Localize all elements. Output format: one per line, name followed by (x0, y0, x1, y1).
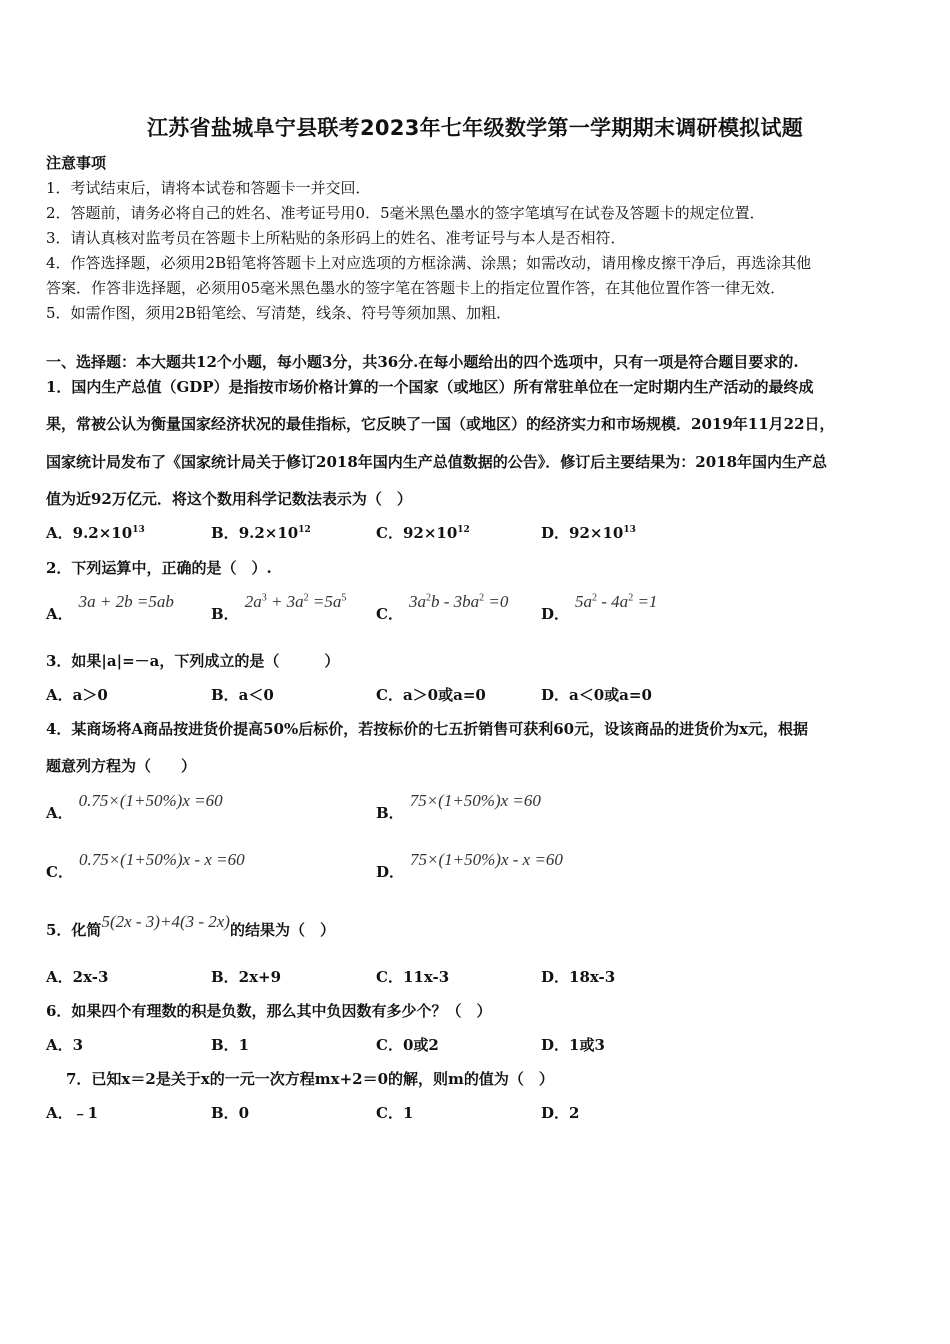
q2-option-b[interactable]: B．$2a^3 + 3a^2 =5a^5$ (211, 592, 347, 623)
q1-line-1: 1．国内生产总值（GDP）是指按市场价格计算的一个国家（或地区）所有常驻单位在一定时期内生产活动的最终成 (46, 378, 814, 396)
q6-option-a[interactable]: A．3 (46, 1036, 84, 1054)
q2-formula-a: 3a + 2b =5ab (78, 592, 174, 611)
q7-option-c[interactable]: C．1 (376, 1104, 414, 1122)
notice-item-3: 3．请认真核对监考员在答题卡上所粘贴的条形码上的姓名、准考证号与本人是否相符． (46, 229, 626, 247)
q4-formula-d: 75×(1+50%)x - x =60 (410, 850, 563, 869)
q6-option-d[interactable]: D．1或3 (541, 1036, 605, 1054)
notice-heading: 注意事项 (46, 154, 107, 172)
q7-option-a[interactable]: A．﹣1 (46, 1104, 99, 1122)
q2-formula-b: $2a^3 + 3a^2 =5a^5$ (244, 592, 347, 611)
q4-line-1: 4．某商场将A商品按进货价提高50%后标价，若按标价的七五折销售可获利60元，设该商品的进货价为x元，根据 (46, 720, 809, 738)
q4-option-d[interactable]: D．75×(1+50%)x - x =60 (376, 850, 563, 881)
q6-option-b[interactable]: B．1 (211, 1036, 250, 1054)
q3-option-d[interactable]: D．a＜0或a=0 (541, 686, 652, 704)
q3-option-c[interactable]: C．a＞0或a=0 (376, 686, 486, 704)
q4-formula-a: 0.75×(1+50%)x =60 (78, 791, 223, 810)
q5-formula: 5(2x - 3)+4(3 - 2x) (101, 912, 230, 931)
q2-stem: 2．下列运算中，正确的是（ ）. (46, 559, 272, 577)
q4-formula-c: 0.75×(1+50%)x - x =60 (78, 850, 245, 869)
q4-line-2: 题意列方程为（ ） (46, 757, 197, 775)
notice-item-4-cont: 答案．作答非选择题，必须用05毫米黑色墨水的签字笔在答题卡上的指定位置作答，在其他位置作答一律无效． (46, 279, 786, 297)
notice-item-5: 5．如需作图，须用2B铅笔绘、写清楚，线条、符号等须加黑、加粗． (46, 304, 512, 322)
q1-option-c[interactable]: C．$92\times 10^{12}$ (376, 524, 470, 542)
q7-option-b[interactable]: B．0 (211, 1104, 250, 1122)
q4-formula-b: 75×(1+50%)x =60 (409, 791, 541, 810)
notice-item-2: 2．答题前，请务必将自己的姓名、准考证号用0．5毫米黑色墨水的签字笔填写在试卷及答题卡的规定位置． (46, 204, 765, 222)
q7-option-d[interactable]: D．2 (541, 1104, 580, 1122)
q2-option-a[interactable]: A．3a + 2b =5ab (46, 592, 174, 623)
q1-line-3: 国家统计局发布了《国家统计局关于修订2018年国内生产总值数据的公告》．修订后主要结果为：2018年国内生产总 (46, 453, 828, 471)
notice-item-1: 1．考试结束后，请将本试卷和答题卡一并交回． (46, 179, 371, 197)
q4-options-row-1 (46, 791, 910, 828)
q7-stem: 7．已知x＝2是关于x的一元一次方程mx+2＝0的解，则m的值为（ ） (66, 1070, 554, 1088)
q2-formula-c: $3a^2b - 3ba^2 =0$ (408, 592, 509, 611)
q6-option-c[interactable]: C．0或2 (376, 1036, 439, 1054)
q2-option-d[interactable]: D．$5a^2 - 4a^2 =1$ (541, 592, 658, 623)
q3-option-a[interactable]: A．a＞0 (46, 686, 108, 704)
q5-stem: 5．化简5(2x - 3)+4(3 - 2x)的结果为（ ） (46, 912, 335, 939)
q7-options (46, 1102, 910, 1128)
exam-title: 江苏省盐城阜宁县联考2023年七年级数学第一学期期末调研模拟试题 (146, 116, 804, 140)
q2-option-c[interactable]: C．$3a^2b - 3ba^2 =0$ (376, 592, 509, 623)
notice-item-4: 4．作答选择题，必须用2B铅笔将答题卡上对应选项的方框涂满、涂黑；如需改动，请用橡皮擦干净后，再选涂其他 (46, 254, 812, 272)
q1-line-4: 值为近92万亿元．将这个数用科学记数法表示为（ ） (46, 490, 412, 508)
q5-option-d[interactable]: D．18x-3 (541, 968, 616, 986)
q4-option-b[interactable]: B．75×(1+50%)x =60 (376, 791, 541, 822)
q1-line-2: 果，常被公认为衡量国家经济状况的最佳指标，它反映了一国（或地区）的经济实力和市场规模．2019年11月22日， (46, 415, 835, 433)
q1-option-b[interactable]: B．$9.2\times 10^{12}$ (211, 524, 311, 542)
q5-options (46, 966, 910, 992)
q4-option-c[interactable]: C．0.75×(1+50%)x - x =60 (46, 850, 245, 881)
q1-options (46, 522, 910, 548)
q6-stem: 6．如果四个有理数的积是负数，那么其中负因数有多少个？（ ） (46, 1002, 492, 1020)
section-heading: 一、选择题：本大题共12个小题，每小题3分，共36分.在每小题给出的四个选项中，只有一项是符合题目要求的. (46, 353, 799, 371)
q1-option-a[interactable]: A．$9.2\times 10^{13}$ (46, 524, 145, 542)
q4-options-row-2 (46, 850, 910, 887)
q5-option-b[interactable]: B．2x+9 (211, 968, 282, 986)
q4-option-a[interactable]: A．0.75×(1+50%)x =60 (46, 791, 223, 822)
q5-option-a[interactable]: A．2x-3 (46, 968, 109, 986)
q3-options (46, 684, 910, 710)
q5-option-c[interactable]: C．11x-3 (376, 968, 450, 986)
q2-options (46, 592, 910, 629)
q6-options (46, 1034, 910, 1060)
q1-option-d[interactable]: D．$92\times 10^{13}$ (541, 524, 636, 542)
q3-option-b[interactable]: B．a＜0 (211, 686, 274, 704)
q3-stem: 3．如果|a|=－a，下列成立的是（ ） (46, 652, 340, 670)
q2-formula-d: $5a^2 - 4a^2 =1$ (575, 592, 658, 611)
